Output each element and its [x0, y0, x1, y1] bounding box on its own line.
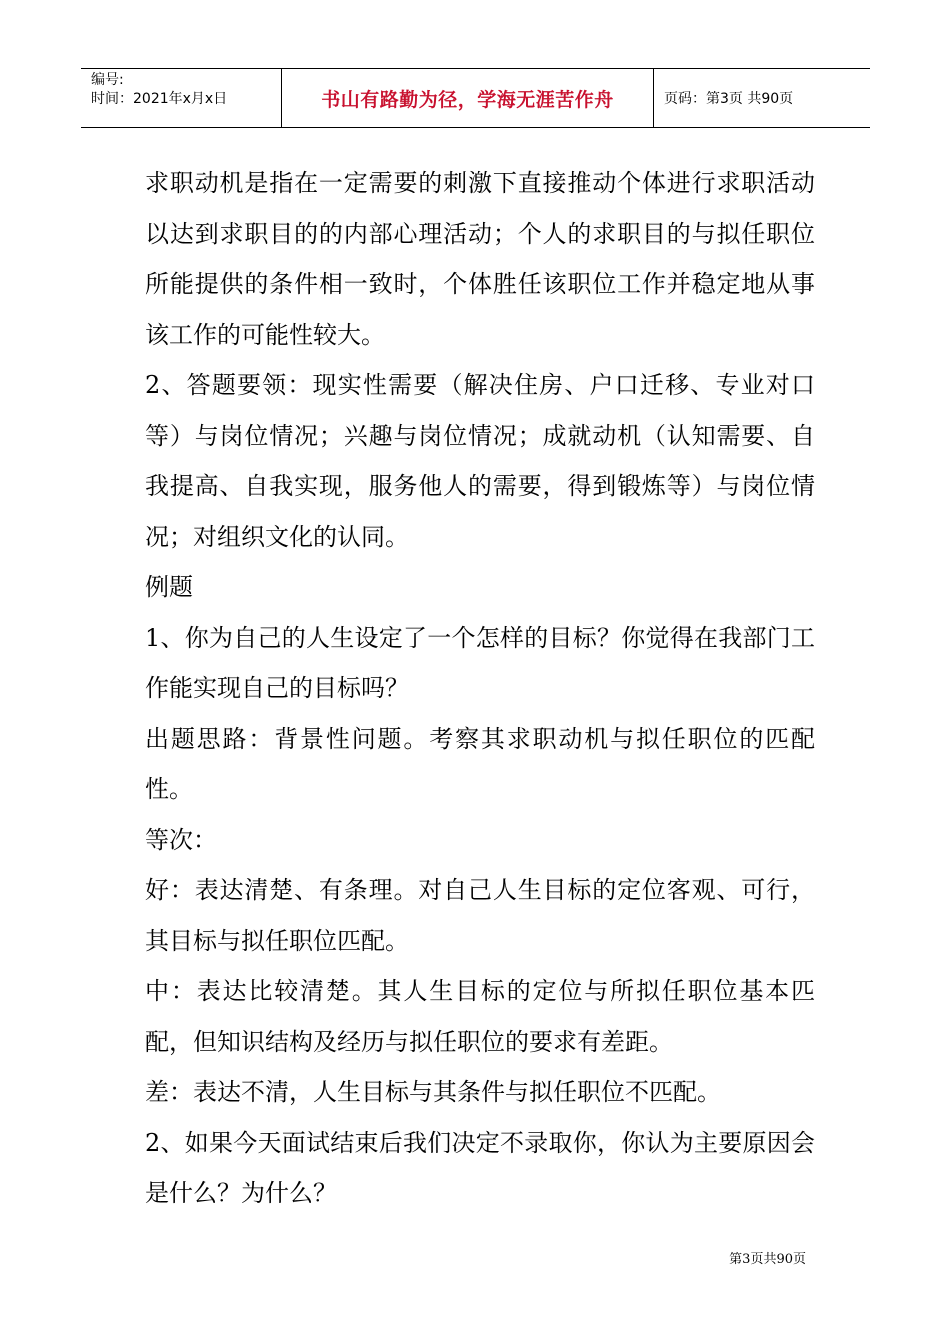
- paragraph-answer-key-points: 2、答题要领：现实性需要（解决住房、户口迁移、专业对口等）与岗位情况；兴趣与岗位情况；成就动机（认知需要、自我提高、自我实现，服务他人的需要，得到锻炼等）与岗位情况；对组织文化的认同。: [145, 371, 815, 551]
- document-body: [145, 158, 815, 1219]
- paragraph-question-2: 2、如果今天面试结束后我们决定不录取你，你认为主要原因会是什么？为什么？: [145, 1128, 815, 1207]
- header-meta: [81, 69, 281, 127]
- page-footer: 第3页共90页: [729, 1252, 806, 1267]
- paragraph-grades-heading: 等次：: [145, 825, 217, 854]
- paragraph-question-rationale: 出题思路：背景性问题。考察其求职动机与拟任职位的匹配性。: [145, 724, 815, 803]
- paragraph-question-1: 1、你为自己的人生设定了一个怎样的目标？你觉得在我部门工作能实现自己的目标吗？: [145, 623, 815, 702]
- header-page-cell: [654, 69, 870, 127]
- page-header: [81, 68, 870, 128]
- paragraph-examples-heading: 例题: [145, 573, 193, 601]
- paragraph-grade-poor: 差：表达不清，人生目标与其条件与拟任职位不匹配。: [145, 1078, 721, 1106]
- header-motto-cell: [281, 69, 654, 127]
- paragraph-motivation-definition: 求职动机是指在一定需要的刺激下直接推动个体进行求职活动以达到求职目的的内部心理活动；个人的求职目的与拟任职位所能提供的条件相一致时，个体胜任该职位工作并稳定地从事该工作的可能性较大。: [145, 169, 815, 349]
- document-number-label: 编号:: [91, 72, 124, 88]
- paragraph-grade-medium: 中：表达比较清楚。其人生目标的定位与所拟任职位基本匹配，但知识结构及经历与拟任职位的要求有差距。: [145, 977, 815, 1056]
- paragraph-grade-good: 好：表达清楚、有条理。对自己人生目标的定位客观、可行，其目标与拟任职位匹配。: [145, 876, 815, 955]
- document-date: 时间：2021年x月x日: [91, 91, 228, 107]
- header-page-number: 页码：第3页 共90页: [664, 91, 794, 107]
- header-motto: 书山有路勤为径，学海无涯苦作舟: [321, 88, 614, 111]
